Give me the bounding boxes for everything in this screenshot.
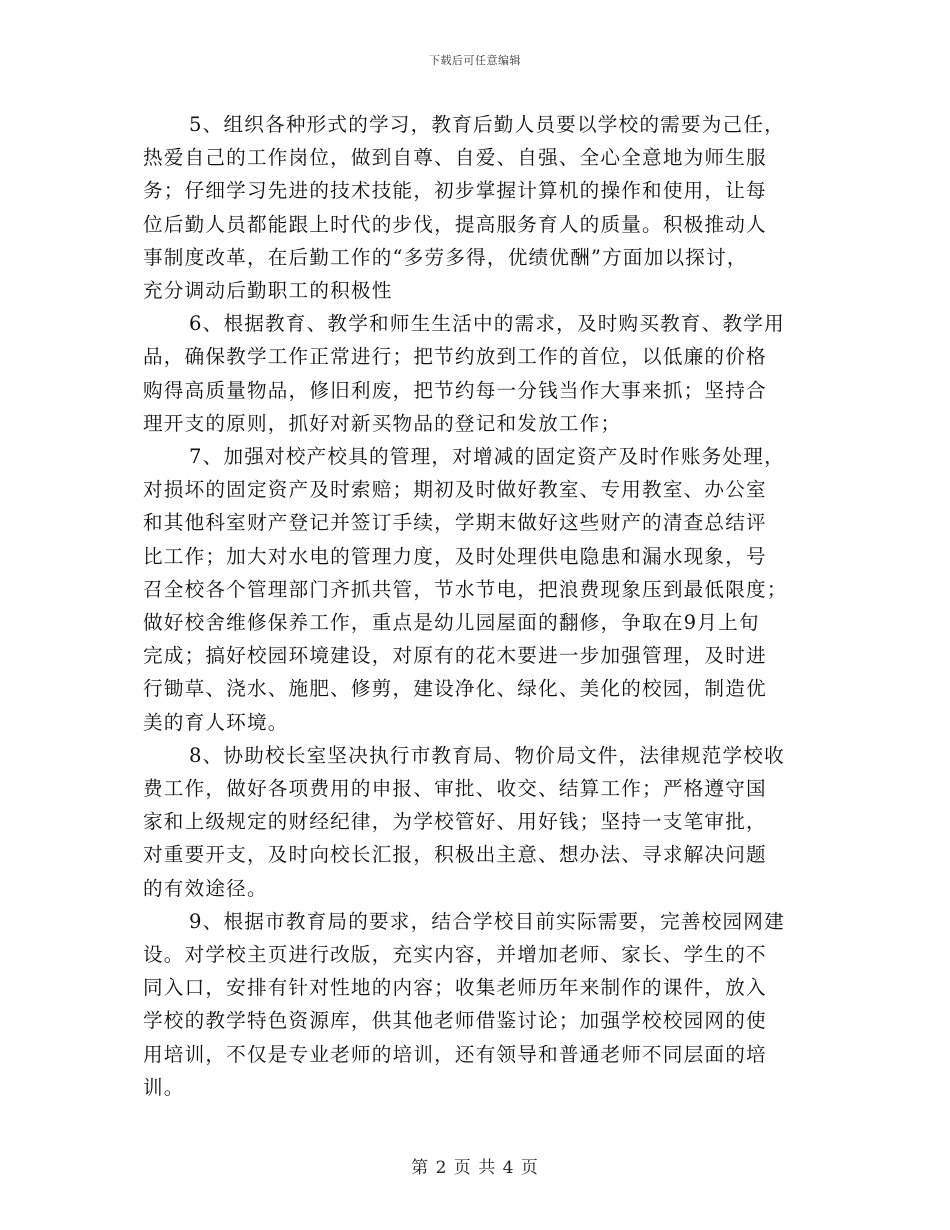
paragraph-line: 设。对学校主页进行改版，充实内容，并增加老师、家长、学生的不 (143, 943, 767, 967)
paragraph-line: 对重要开支，及时向校长汇报，积极出主意、想办法、寻求解决问题 (143, 843, 767, 867)
paragraph-line: 召全校各个管理部门齐抓共管，节水节电，把浪费现象压到最低限度； (143, 577, 788, 601)
paragraph-line: 的有效途径。 (143, 876, 268, 900)
paragraph-line: 购得高质量物品，修旧利废，把节约每一分钱当作大事来抓；坚持合 (143, 378, 767, 402)
paragraph-line: 品，确保教学工作正常进行；把节约放到工作的首位，以低廉的价格 (143, 345, 767, 369)
paragraph-line: 做好校舍维修保养工作，重点是幼儿园屋面的翻修，争取在9月上旬 (143, 611, 760, 635)
paragraph-7 (143, 440, 807, 739)
paragraph-5 (143, 108, 807, 307)
paragraph-line: 费工作，做好各项费用的申报、审批、收交、结算工作；严格遵守国 (143, 777, 767, 801)
paragraph-line: 务；仔细学习先进的技术技能，初步掌握计算机的操作和使用，让每 (143, 179, 767, 203)
paragraph-line: 事制度改革，在后勤工作的“多劳多得，优绩优酬”方面加以探讨， (143, 245, 748, 269)
paragraph-8 (143, 739, 807, 905)
paragraph-line: 6、根据教育、教学和师生生活中的需求，及时购买教育、教学用 (189, 312, 785, 336)
paragraph-line: 对损坏的固定资产及时索赔；期初及时做好教室、专用教室、办公室 (143, 478, 767, 502)
paragraph-line: 和其他科室财产登记并签订手续，学期末做好这些财产的清查总结评 (143, 511, 767, 535)
document-body (143, 108, 807, 1104)
paragraph-line: 家和上级规定的财经纪律，为学校管好、用好钱；坚持一支笔审批， (143, 810, 767, 834)
paragraph-line: 7、加强对校产校具的管理，对增减的固定资产及时作账务处理， (189, 445, 785, 469)
paragraph-line: 8、协助校长室坚决执行市教育局、物价局文件，法律规范学校收 (189, 743, 785, 767)
paragraph-6 (143, 307, 807, 440)
paragraph-line: 美的育人环境。 (143, 710, 289, 734)
paragraph-line: 5、组织各种形式的学习，教育后勤人员要以学校的需要为己任， (189, 113, 785, 136)
paragraph-line: 学校的教学特色资源库，供其他老师借鉴讨论；加强学校校园网的使 (143, 1009, 767, 1033)
page-header: 下载后可任意编辑 (429, 54, 521, 67)
paragraph-line: 完成；搞好校园环境建设，对原有的花木要进一步加强管理，及时进 (143, 644, 767, 668)
paragraph-line: 行锄草、浇水、施肥、修剪，建设净化、绿化、美化的校园，制造优 (143, 677, 767, 701)
page-number-footer: 第 2 页 共 4 页 (411, 1158, 539, 1178)
paragraph-line: 训。 (143, 1075, 185, 1099)
paragraph-line: 9、根据市教育局的要求，结合学校目前实际需要，完善校园网建 (189, 909, 785, 933)
paragraph-line: 用培训，不仅是专业老师的培训，还有领导和普通老师不同层面的培 (143, 1042, 767, 1066)
paragraph-line: 位后勤人员都能跟上时代的步伐，提高服务育人的质量。积极推动人 (143, 212, 767, 236)
paragraph-line: 充分调动后勤职工的积极性 (143, 279, 393, 303)
paragraph-line: 理开支的原则，抓好对新买物品的登记和发放工作； (143, 411, 622, 435)
paragraph-9 (143, 905, 807, 1104)
paragraph-line: 同入口，安排有针对性地的内容；收集老师历年来制作的课件，放入 (143, 976, 767, 1000)
paragraph-line: 热爱自己的工作岗位，做到自尊、自爱、自强、全心全意地为师生服 (143, 146, 767, 170)
paragraph-line: 比工作；加大对水电的管理力度，及时处理供电隐患和漏水现象，号 (143, 544, 767, 568)
